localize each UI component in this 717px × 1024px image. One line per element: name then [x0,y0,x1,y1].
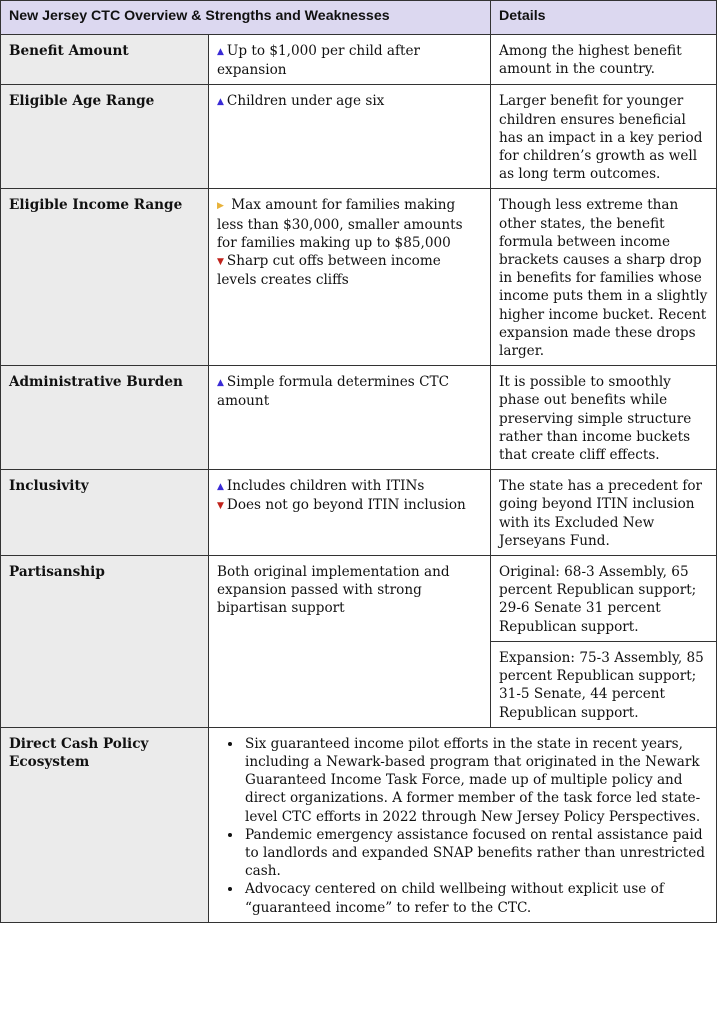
assessment-cell [209,35,491,85]
details-cell: Among the highest benefit amount in the country. [491,35,717,85]
up-triangle-icon: ▲ [217,47,224,57]
strength-text: Includes children with ITINs [226,478,425,495]
table-row [1,35,717,85]
row-label-ecosystem: Direct Cash Policy Ecosystem [1,727,209,922]
expansion-line-2: 31-5 Senate, 44 percent Republican support. [499,686,665,721]
details-cell-expansion [491,641,717,727]
up-triangle-icon: ▲ [217,97,224,108]
assessment-cell: Both original implementation and expansion passed with strong bipartisan support [209,556,491,728]
list-item: • Six guaranteed income pilot efforts in the state in recent years, including a Newark-based program that originated in the Newark Guaranteed Income Task Force, made up of multiple policy and direct organizations. A former member of the task force led state-level CTC efforts in 2022 through New Jersey Policy Perspectives. [243,735,709,826]
strength-text: Simple formula determines CTC amount [217,374,449,410]
row-label-income: Eligible Income Range [1,189,209,366]
table-row [1,189,717,366]
weakness-text: Sharp cut offs between income levels creates cliffs [217,253,441,289]
details-cell: It is possible to smoothly phase out benefits while preserving simple structure rather than income buckets that create cliff effects. [491,366,717,470]
assessment-cell [209,470,491,556]
up-triangle-icon: ▲ [217,482,224,493]
weakness-text: Does not go beyond ITIN inclusion [226,497,466,514]
details-cell: Larger benefit for younger children ensures beneficial has an impact in a key period for children’s growth as well as long term outcomes. [491,85,717,189]
row-label-age: Eligible Age Range [1,85,209,189]
details-cell: Though less extreme than other states, the benefit formula between income brackets causes a sharp drop in benefits for families whose income puts them in a slightly higher income bucket. Recent expansion made these drops larger. [491,189,717,366]
table-row [1,85,717,189]
table-row [1,556,717,642]
assessment-cell [209,189,491,366]
list-item: • Pandemic emergency assistance focused on rental assistance paid to landlords and expanded SNAP benefits rather than unrestricted cash. [243,826,709,881]
expansion-line-1: Expansion: 75-3 Assembly, 85 percent Republican support; [499,649,704,685]
header-overview: New Jersey CTC Overview & Strengths and Weaknesses [1,1,491,35]
table-row [1,727,717,922]
header-row [1,1,717,35]
strength-text: Children under age six [226,93,385,110]
list-item: • Advocacy centered on child wellbeing without explicit use of “guaranteed income” to refer to the CTC. [243,880,709,916]
table-row [1,366,717,470]
assessment-cell [209,366,491,470]
row-label-admin: Administrative Burden [1,366,209,470]
row-label-partisanship: Partisanship [1,556,209,728]
header-details: Details [491,1,717,35]
row-label-benefit: Benefit Amount [1,35,209,85]
assessment-cell [209,85,491,189]
right-triangle-icon: ▶ [217,201,224,212]
row-label-inclusivity: Inclusivity [1,470,209,556]
up-triangle-icon: ▲ [217,378,224,389]
details-cell: The state has a precedent for going beyond ITIN inclusion with its Excluded New Jerseyans Fund. [491,470,717,556]
ecosystem-list [217,735,709,917]
strength-text: Up to $1,000 per child after expansion [217,43,421,79]
down-triangle-icon: ▼ [217,257,224,268]
ecosystem-cell [209,727,717,922]
neutral-text: Max amount for families making less than $30,000, smaller amounts for families making up to $85,000 [217,197,463,251]
table-row [1,470,717,556]
down-triangle-icon: ▼ [217,501,224,512]
details-cell-original: Original: 68-3 Assembly, 65 percent Republican support; 29-6 Senate 31 percent Republican support. [491,556,717,642]
